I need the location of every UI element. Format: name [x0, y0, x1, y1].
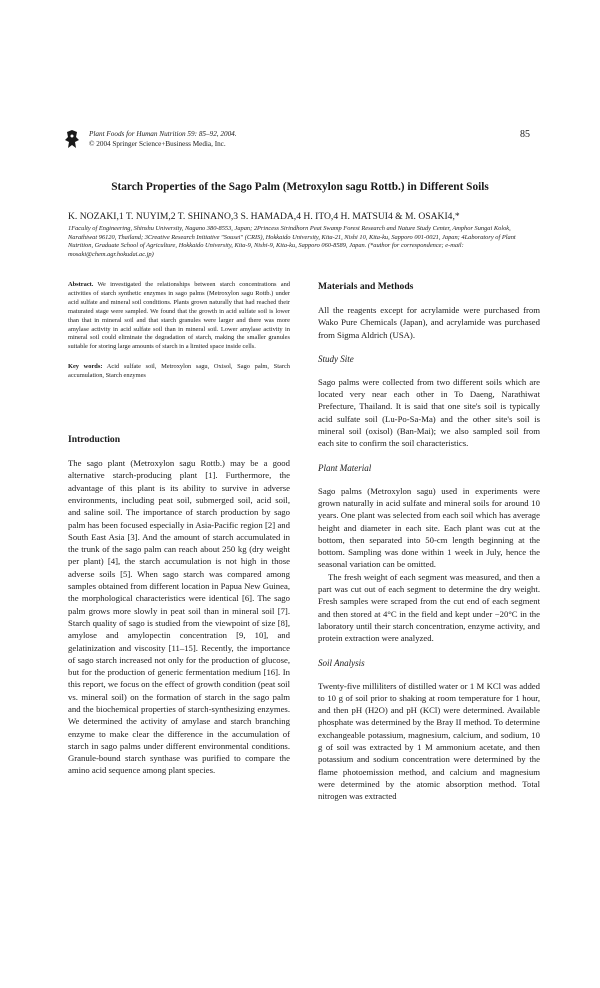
- page-number: 85: [520, 129, 530, 140]
- keywords: [68, 363, 290, 381]
- left-column: [68, 281, 290, 777]
- keywords-label: Key words:: [68, 363, 103, 371]
- introduction-text: The sago plant (Metroxylon sagu Rottb.) may be a good alternative starch-producing plant [1]. Furthermore, the advantage of this plant is its ability to survive in adverse environments, including peat soil, submerged soil, acid soil, and saline soil. The importance of starch production by sago palm has been focused especially in Asia-Pacific region [2] and South East Asia [3]. And the amount of starch accumulated in the trunk of the sago palm can reach about 250 kg (dry weight per plant) [4], the starch accumulation is not high in those adverse soils [5]. When sago starch was compared among samples obtained from different location in Papua New Guinea, the morphological characteristics were identical [6]. The sago palm grows more slowly in peat soil than in mineral soil [7]. Starch quality of sago is studied from the viewpoint of size [8], amylose and amylopectin concentration [9, 10], and gelatinization and viscosity [11–15]. Recently, the importance of sago starch increased not only for the production of glucose, but for the production of generic fermentation medium [16]. In this report, we focus on the effect of growth condition (peat soil vs. mineral soil) on the formation of starch in the sago palm and the biochemical properties of starch-synthesizing enzymes. We determined the activity of amylase and starch branching enzyme to make clear the difference in the accumulation of starch in sago palms under different environmental conditions. Granule-bound starch synthase was purified to compare the amino acid sequence among plant species.: [68, 458, 290, 776]
- journal-info: [89, 129, 489, 149]
- plant-material-heading: Plant Material: [318, 462, 372, 473]
- soil-analysis-heading: Soil Analysis: [318, 657, 365, 668]
- article-title: Starch Properties of the Sago Palm (Metroxylon sagu Rottb.) in Different Soils: [111, 181, 489, 193]
- right-column: [318, 281, 540, 803]
- soil-analysis-text: Twenty-five milliliters of distilled water or 1 M KCl was added to 10 g of soil prior to shaking at room temperature for 1 hour, and then pH (H2O) and pH (KCl) were determined. Available phosphate was determined by the Bray II method. To determine exchangeable potassium, magnesium, calcium, and sodium, 10 g of soil was extracted by 1 M ammonium acetate, and then potassium and sodium concentration were determined by the flame photoemission method, and calcium and magnesium were determined by the atomic absorption method. Total nitrogen was extracted: [318, 680, 540, 802]
- abstract-label: Abstract.: [68, 281, 94, 288]
- study-site-heading: Study Site: [318, 353, 354, 364]
- plant-material-text-2: The fresh weight of each segment was measured, and then a part was cut out of each segment to determine the dry weight. Fresh samples were scraped from the cut end of each segment and then stored at 4°C in the field and kept under −20°C in the laboratory until their starch concentration, enzyme activity, and protein extraction were analyzed.: [318, 571, 540, 644]
- abstract: [68, 281, 290, 352]
- plant-material-text-1: Sago palms (Metroxylon sagu) used in experiments were grown naturally in acid sulfate and mineral soils for around 10 years. One plant was selected from each soil which has average height and diameter in each site. Each plant was cut at the bottom, then separated into 50-cm length beginning at the bottom. Sampling was done within 1 week in July, hence the seasonal variation can be omitted.: [318, 485, 540, 570]
- materials-text: All the reagents except for acrylamide were purchased from Wako Pure Chemicals (Japan), and acrylamide was purchased from Sigma Aldrich (USA).: [318, 305, 540, 340]
- materials-heading: Materials and Methods: [318, 281, 414, 292]
- author-affiliations: 1Faculty of Engineering, Shinshu University, Nagano 380-8553, Japan; 2Princess Sirindhorn Peat Swamp Forest Research and Nature Study Center, Amphor Sungai Kolok, Narathiwat 96120, Thailand; 3Creative Research Initiative "Sousei" (CRIS), Hokkaido University, Kita-21, Nishi 10, Kita-ku, Sapporo 001-0021, Japan; 4Laboratory of Plant Nutrition, Graduate School of Agriculture, Hokkaido University, Kita-9, Nishi-9, Kita-ku, Sapporo 060-8589, Japan. (*author for correspondence; e-mail: mosaki@chem.agr.hokudai.ac.jp): [68, 225, 516, 258]
- introduction-heading: Introduction: [68, 434, 121, 446]
- abstract-text: We investigated the relationships between starch concentrations and activities of starch synthetic enzymes in sago palms (Metroxylon sagu Rottb.) under acid sulfate and mineral soil conditions. Plants grown naturally that had reached their maturated stage were sampled. We found that the growth in acid sulfate soil is lower than that in mineral soil and that starch granules were larger and there was more amylase activity in acid sulfate soil than in mineral soil. Lower amylase activity in mineral soil could eliminate the degradation of starch, making the smaller granules suitable for storing large amounts of starch in a limited space inside cells.: [68, 281, 290, 351]
- author-list: K. NOZAKI,1 T. NUYIM,2 T. SHINANO,3 S. HAMADA,4 H. ITO,4 H. MATSUI4 & M. OSAKI4,*: [68, 211, 460, 222]
- study-site-text: Sago palms were collected from two different soils which are located very near each other in To Daeng, Narathiwat Prefecture, Thailand. It is said that one site's soil is typically acid sulfate soil (Lu-Po-Sa-Ma) and the other site's soil is mineral soil (oxisol) (Ban-Mai); we also sampled soil from each site to confirm the soil characteristics.: [318, 376, 540, 449]
- copyright-line: © 2004 Springer Science+Business Media, Inc.: [89, 140, 226, 148]
- keywords-text: Acid sulfate soil, Metroxylon sagu, Oxisol, Sago palm, Starch accumulation, Starch enzymes: [68, 363, 290, 380]
- journal-citation: Plant Foods for Human Nutrition 59: 85–92, 2004.: [89, 130, 237, 138]
- springer-horse-logo-icon: [64, 129, 80, 149]
